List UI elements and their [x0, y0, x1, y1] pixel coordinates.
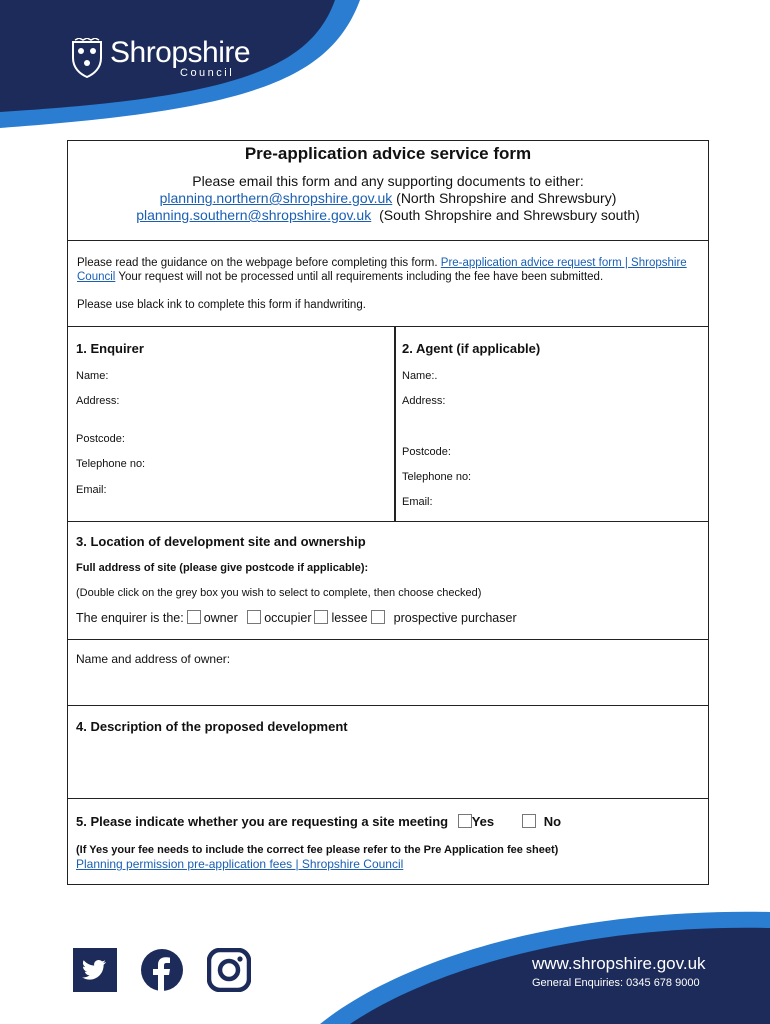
enquirer-name-label: Name: — [76, 370, 109, 382]
owner-section — [68, 640, 708, 706]
application-form — [67, 140, 709, 885]
guidance-text — [77, 256, 699, 284]
enquirer-telephone-label: Telephone no: — [76, 458, 146, 470]
agent-postcode-label: Postcode: — [402, 446, 451, 458]
guidance-before: Please read the guidance on the webpage before completing this form. — [77, 257, 438, 269]
location-heading: 3. Location of development site and ownership — [76, 534, 366, 549]
north-label: (North Shropshire and Shrewsbury) — [396, 190, 617, 206]
occupier-checkbox[interactable] — [247, 610, 261, 624]
checkbox-instruction: (Double click on the grey box you wish to select to complete, then choose checked) — [76, 587, 482, 599]
facebook-icon[interactable] — [140, 948, 184, 992]
email-south-line — [68, 207, 708, 224]
general-enquiries: General Enquiries: 0345 678 9000 — [532, 977, 700, 989]
purchaser-option: prospective purchaser — [393, 611, 517, 625]
meeting-section — [68, 799, 708, 884]
enquirer-heading: 1. Enquirer — [76, 341, 144, 356]
location-section — [68, 522, 708, 640]
email-south-link[interactable]: planning.southern@shropshire.gov.uk — [136, 207, 372, 223]
agent-heading: 2. Agent (if applicable) — [402, 341, 541, 356]
form-title-section — [68, 141, 708, 241]
council-subtitle: Council — [180, 67, 235, 79]
occupier-option: occupier — [264, 611, 312, 625]
agent-address-label: Address: — [402, 395, 446, 407]
owner-checkbox[interactable] — [187, 610, 201, 624]
council-name: Shropshire — [110, 36, 251, 69]
guidance-link[interactable]: Pre-application advice request form | Shropshire Council — [77, 257, 687, 283]
email-north-link[interactable]: planning.northern@shropshire.gov.uk — [159, 190, 393, 206]
lessee-checkbox[interactable] — [314, 610, 328, 624]
form-title: Pre-application advice service form — [244, 144, 532, 163]
meeting-heading: 5. Please indicate whether you are requesting a site meeting — [76, 814, 449, 829]
crest-icon — [70, 38, 104, 78]
fee-note: (If Yes your fee needs to include the correct fee please refer to the Pre Application fee sheet) — [76, 844, 559, 856]
yes-option: Yes — [471, 814, 495, 829]
description-heading: 4. Description of the proposed development — [76, 719, 348, 734]
enquirer-role-row — [76, 610, 517, 625]
fee-link[interactable]: Planning permission pre-application fees | Shropshire Council — [76, 857, 404, 871]
agent-email-label: Email: — [402, 496, 433, 508]
agent-name-label: Name:. — [402, 370, 438, 382]
agent-telephone-label: Telephone no: — [402, 471, 472, 483]
enquirer-address-label: Address: — [76, 395, 120, 407]
no-option: No — [543, 814, 562, 829]
yes-checkbox[interactable] — [458, 814, 472, 828]
site-address-label: Full address of site (please give postcode if applicable): — [76, 562, 369, 574]
contacts-section — [68, 327, 708, 522]
enquirer-is-label: The enquirer is the: — [76, 611, 184, 625]
email-north-line — [68, 190, 708, 207]
council-logo — [70, 38, 250, 78]
enquirer-postcode-label: Postcode: — [76, 433, 125, 445]
instagram-icon[interactable] — [207, 948, 251, 992]
enquirer-email-label: Email: — [76, 484, 107, 496]
ink-note: Please use black ink to complete this form if handwriting. — [77, 299, 366, 311]
south-label: (South Shropshire and Shrewsbury south) — [379, 207, 640, 223]
owner-details-label: Name and address of owner: — [76, 652, 231, 666]
website-url[interactable]: www.shropshire.gov.uk — [532, 954, 706, 973]
guidance-after: Your request will not be processed until all requirements including the fee have been submitted. — [118, 271, 604, 283]
purchaser-checkbox[interactable] — [371, 610, 385, 624]
meeting-row — [76, 814, 561, 829]
guidance-section — [68, 241, 708, 327]
email-intro: Please email this form and any supporting documents to either: — [192, 173, 584, 189]
owner-option: owner — [203, 611, 238, 625]
no-checkbox[interactable] — [522, 814, 536, 828]
description-section — [68, 706, 708, 799]
lessee-option: lessee — [331, 611, 368, 625]
column-divider — [394, 327, 396, 521]
twitter-icon[interactable] — [73, 948, 117, 992]
